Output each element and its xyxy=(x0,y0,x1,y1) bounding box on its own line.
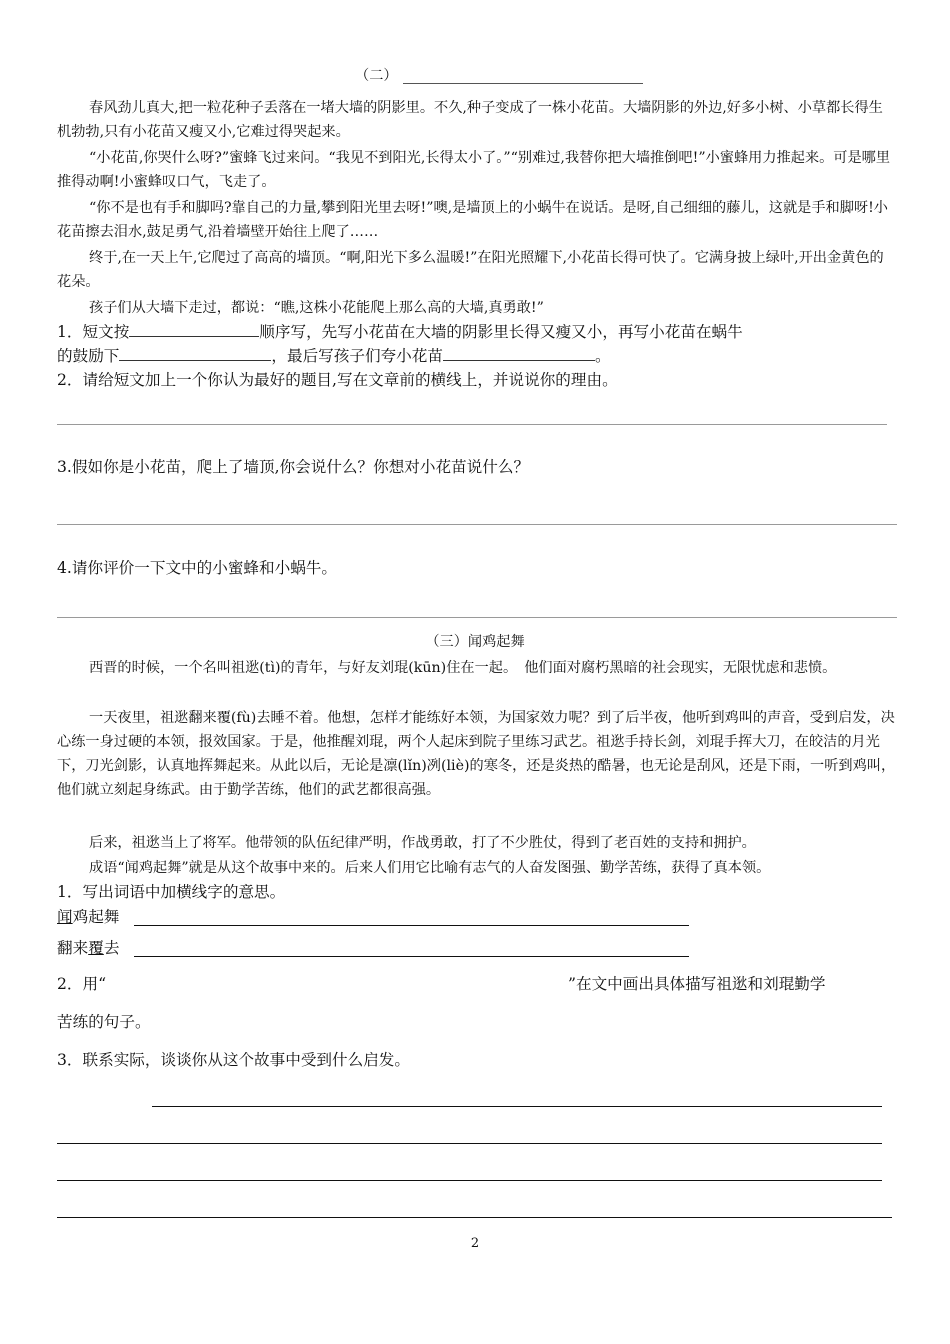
section3-question-3: 3．联系实际，谈谈你从这个故事中受到什么启发。 xyxy=(57,1051,410,1069)
answer-line-q3-2[interactable] xyxy=(57,1143,882,1144)
section3-question-1: 1．写出词语中加横线字的意思。 xyxy=(57,883,286,901)
answer-blank-praise[interactable] xyxy=(443,344,595,361)
page-number: 2 xyxy=(470,1236,480,1251)
answer-line-q3-1[interactable] xyxy=(152,1106,882,1107)
section2-paragraph-5: 孩子们从大墙下走过，都说：“瞧,这株小花能爬上那么高的大墙,真勇敢!” xyxy=(89,300,544,316)
section3-title: （三）闻鸡起舞 xyxy=(425,634,525,650)
section2-paragraph-3: “你不是也有手和脚吗?靠自己的力量,攀到阳光里去呀!”噢,是墙顶上的小蜗牛在说话。是呀,自己细细的藤儿，这就是手和脚呀!小花苗擦去泪水,鼓足勇气,沿着墙壁开始往上爬了…… xyxy=(57,200,888,240)
section2-paragraph-2: “小花苗,你哭什么呀?”蜜蜂飞过来问。“我见不到阳光,长得太小了。”“别难过,我替你把大墙推倒吧!”小蜜蜂用力推起来。可是哪里推得动啊!小蜜蜂叹口气，飞走了。 xyxy=(57,150,891,190)
section3-paragraph-2: 一天夜里，祖逖翻来覆(fù)去睡不着。他想，怎样才能练好本领，为国家效力呢？到了后半夜，他听到鸡叫的声音，受到启发，决心练一身过硬的本领，报效国家。于是，他推醒刘琨，两个人起床到院子里练习武艺。祖逖手持长剑，刘琨手挥大刀，在皎洁的月光下，刀光剑影，认真地挥舞起来。从此以后，无论是凛(lǐn)冽(liè)的寒冬，还是炎热的酷暑，也无论是刮风，还是下雨，一听到鸡叫，他们就立刻起身练武。由于勤学苦练，他们的武艺都很高强。 xyxy=(57,710,896,798)
answer-line-q3-4[interactable] xyxy=(57,1217,892,1218)
section3-paragraph-3: 后来，祖逖当上了将军。他带领的队伍纪律严明，作战勇敢，打了不少胜仗，得到了老百姓的支持和拥护。 xyxy=(89,835,756,851)
answer-line-word-2[interactable] xyxy=(134,956,689,957)
answer-line-word-1[interactable] xyxy=(134,925,689,926)
section3-paragraph-4: 成语“闻鸡起舞”就是从这个故事中来的。后来人们用它比喻有志气的人奋发图强、勤学苦练，获得了真本领。 xyxy=(89,860,771,876)
section2-question-2: 2．请给短文加上一个你认为最好的题目,写在文章前的横线上，并说说你的理由。 xyxy=(57,371,618,389)
section2-question-3: 3.假如你是小花苗，爬上了墙顶,你会说什么？你想对小花苗说什么？ xyxy=(57,458,530,476)
section3-paragraph-1: 西晋的时候，一个名叫祖逖(tì)的青年，与好友刘琨(kūn)住在一起。 他们面对腐朽黑暗的社会现实，无限忧虑和悲愤。 xyxy=(89,660,837,676)
section3-question-2-end: ”在文中画出具体描写祖逖和刘琨勤学 xyxy=(568,975,826,993)
answer-line-q3[interactable] xyxy=(57,524,897,525)
answer-line-q2[interactable] xyxy=(57,424,887,425)
answer-line-q3-3[interactable] xyxy=(57,1180,882,1181)
word-fan-lai-fu-qu: 翻来覆去 xyxy=(57,939,120,957)
word-wen-ji-qi-wu: 闻鸡起舞 xyxy=(57,908,120,926)
section2-title: （二） xyxy=(355,68,398,84)
section3-question-2-cont: 苦练的句子。 xyxy=(57,1013,151,1031)
answer-blank-encouragement[interactable] xyxy=(119,344,271,361)
answer-blank-order[interactable] xyxy=(129,320,259,337)
section3-question-2-start: 2．用“ xyxy=(57,975,107,993)
title-blank-line[interactable] xyxy=(403,83,643,84)
section2-question-1-line-2: 的鼓励下 ，最后写孩子们夸小花苗 。 xyxy=(57,344,611,368)
section2-question-1-line-1: 1．短文按 顺序写，先写小花苗在大墙的阴影里长得又瘦又小，再写小花苗在蜗牛 xyxy=(57,320,743,344)
section2-paragraph-1: 春风劲儿真大,把一粒花种子丢落在一堵大墙的阴影里。不久,种子变成了一株小花苗。大墙阴影的外边,好多小树、小草都长得生机勃勃,只有小花苗又瘦又小,它难过得哭起来。 xyxy=(57,100,883,140)
section2-paragraph-4: 终于,在一天上午,它爬过了高高的墙顶。“啊,阳光下多么温暖!”在阳光照耀下,小花苗长得可快了。它满身披上绿叶,开出金黄色的花朵。 xyxy=(57,250,884,290)
section2-question-4: 4.请你评价一下文中的小蜜蜂和小蜗牛。 xyxy=(57,559,337,577)
answer-line-q4[interactable] xyxy=(57,617,897,618)
